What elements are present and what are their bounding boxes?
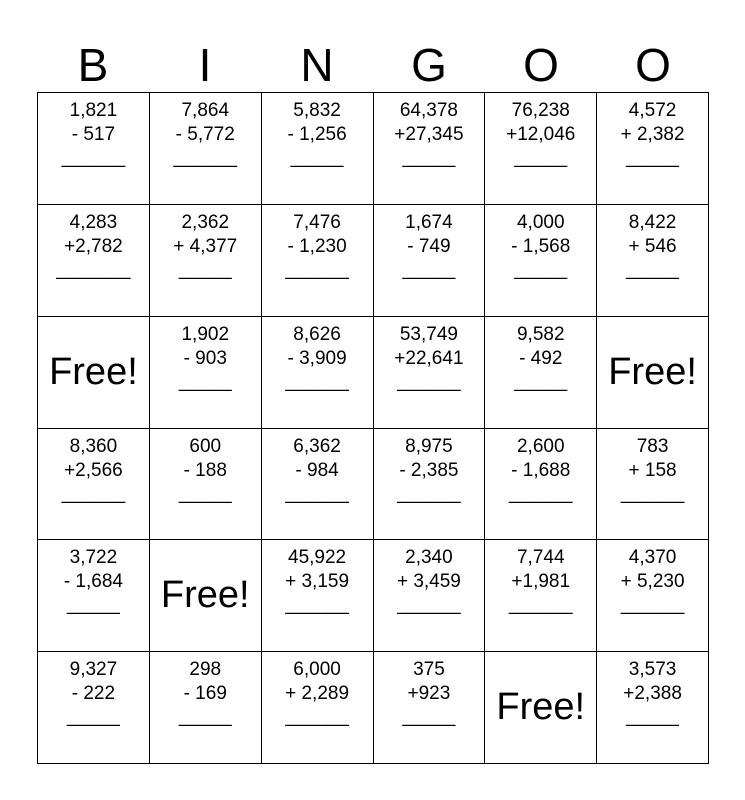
problem-cell	[374, 540, 486, 652]
operation: +2,388	[623, 683, 682, 705]
top-number: 6,000	[293, 659, 341, 681]
answer-blank: ______	[285, 594, 349, 616]
free-space	[485, 652, 597, 764]
problem-cell	[38, 93, 150, 205]
free-label: Free!	[49, 350, 138, 393]
answer-blank: _____	[402, 147, 456, 168]
answer-blank: ______	[285, 482, 349, 504]
operation: - 517	[71, 124, 116, 145]
problem-cell	[374, 205, 486, 317]
operation: +2,566	[64, 459, 123, 481]
answer-blank: _____	[626, 706, 679, 728]
operation: - 1,568	[511, 235, 571, 257]
free-space	[150, 540, 262, 652]
answer-blank: ______	[509, 594, 573, 616]
answer-blank: _____	[514, 370, 568, 392]
problem-cell	[38, 205, 150, 317]
problem-cell	[597, 540, 709, 652]
answer-blank: _____	[402, 258, 456, 280]
operation: - 749	[407, 235, 451, 257]
operation: + 2,289	[285, 683, 350, 705]
free-label: Free!	[608, 350, 697, 393]
header-letter-n: N	[300, 39, 334, 91]
top-number: 1,902	[181, 323, 230, 345]
operation: - 903	[183, 347, 227, 369]
free-space	[597, 317, 709, 429]
free-label: Free!	[160, 574, 250, 617]
answer-blank: _____	[178, 370, 232, 392]
top-number: 9,327	[69, 659, 118, 681]
operation: + 3,159	[285, 571, 350, 593]
operation: - 3,909	[287, 347, 347, 369]
top-number: 7,744	[516, 547, 565, 569]
top-number: 2,362	[181, 211, 230, 233]
top-number: 4,572	[628, 100, 677, 121]
problem-cell	[38, 652, 150, 764]
problem-cell	[485, 429, 597, 541]
operation: - 5,772	[175, 124, 235, 145]
operation: + 546	[628, 235, 677, 257]
problem-cell	[374, 93, 486, 205]
answer-blank: ______	[285, 258, 349, 280]
top-number: 5,832	[293, 100, 341, 121]
problem-cell	[262, 652, 374, 764]
problem-cell	[374, 429, 486, 541]
problem-cell	[150, 205, 262, 317]
top-number: 8,422	[628, 211, 677, 233]
top-number: 4,000	[516, 211, 565, 233]
answer-blank: _____	[178, 258, 232, 280]
top-number: 2,600	[516, 435, 565, 457]
problem-cell	[262, 205, 374, 317]
problem-cell	[262, 429, 374, 541]
operation: - 188	[183, 459, 227, 481]
problem-cell	[38, 429, 150, 541]
operation: +22,641	[394, 347, 464, 369]
answer-blank: ______	[397, 370, 461, 392]
header-letter-i: I	[198, 39, 212, 91]
top-number: 8,360	[69, 435, 118, 457]
problem-cell	[262, 317, 374, 429]
problem-cell	[374, 317, 486, 429]
answer-blank: _____	[626, 147, 679, 168]
header-letter-b: B	[77, 39, 109, 91]
top-number: 298	[189, 659, 222, 681]
operation: - 492	[519, 347, 563, 369]
top-number: 45,922	[288, 547, 347, 569]
free-label: Free!	[496, 686, 586, 729]
top-number: 9,582	[516, 323, 565, 345]
top-number: 8,626	[293, 323, 341, 345]
operation: - 2,385	[399, 459, 459, 481]
problem-cell	[597, 205, 709, 317]
answer-blank: _____	[178, 482, 232, 504]
top-number: 783	[636, 435, 669, 457]
bingo-board	[37, 92, 709, 764]
problem-cell	[597, 93, 709, 205]
operation: - 169	[183, 683, 227, 705]
problem-cell	[485, 205, 597, 317]
operation: + 4,377	[173, 235, 238, 257]
top-number: 76,238	[511, 100, 570, 121]
top-number: 53,749	[399, 323, 458, 345]
operation: + 5,230	[620, 571, 685, 593]
top-number: 7,476	[293, 211, 341, 233]
operation: + 158	[628, 459, 677, 481]
header-letter-o: O	[523, 39, 559, 91]
top-number: 4,283	[69, 211, 118, 233]
operation: +27,345	[394, 124, 464, 145]
answer-blank: ______	[285, 706, 349, 728]
bingo-header	[37, 38, 709, 92]
answer-blank: ______	[620, 594, 685, 616]
answer-blank: _____	[66, 706, 120, 728]
answer-blank: ______	[620, 482, 685, 504]
operation: - 1,256	[287, 124, 347, 145]
operation: - 984	[295, 459, 339, 481]
problem-cell	[485, 93, 597, 205]
answer-blank: _____	[66, 594, 120, 616]
operation: - 222	[71, 683, 116, 705]
problem-cell	[150, 93, 262, 205]
problem-cell	[150, 317, 262, 429]
operation: + 2,382	[620, 124, 685, 145]
answer-blank: _______	[56, 258, 131, 280]
answer-blank: _____	[626, 258, 679, 280]
operation: - 1,230	[287, 235, 347, 257]
answer-blank: _____	[290, 147, 344, 168]
operation: + 3,459	[396, 571, 461, 593]
problem-cell	[150, 429, 262, 541]
header-letter-g: G	[411, 39, 447, 91]
problem-cell	[597, 652, 709, 764]
answer-blank: _____	[514, 258, 568, 280]
answer-blank: ______	[61, 482, 126, 504]
top-number: 3,722	[69, 547, 118, 569]
top-number: 64,378	[399, 100, 458, 121]
operation: +2,782	[64, 235, 123, 257]
top-number: 1,821	[69, 100, 118, 121]
problem-cell	[262, 540, 374, 652]
answer-blank: _____	[514, 147, 568, 168]
answer-blank: ______	[509, 482, 573, 504]
problem-cell	[374, 652, 486, 764]
top-number: 8,975	[405, 435, 453, 457]
answer-blank: _____	[402, 706, 456, 728]
answer-blank: ______	[285, 370, 349, 392]
header-letter-o: O	[635, 39, 671, 91]
operation: +12,046	[506, 124, 576, 145]
problem-cell	[38, 540, 150, 652]
top-number: 7,864	[181, 100, 230, 121]
operation: +923	[407, 683, 451, 705]
problem-cell	[485, 317, 597, 429]
operation: +1,981	[511, 571, 571, 593]
answer-blank: ______	[173, 147, 237, 168]
operation: - 1,684	[63, 571, 123, 593]
answer-blank: ______	[397, 482, 461, 504]
answer-blank: ______	[61, 147, 126, 168]
problem-cell	[150, 652, 262, 764]
free-space	[38, 317, 150, 429]
top-number: 2,340	[405, 547, 453, 569]
top-number: 4,370	[628, 547, 677, 569]
problem-cell	[262, 93, 374, 205]
top-number: 3,573	[628, 659, 677, 681]
top-number: 1,674	[405, 211, 453, 233]
answer-blank: ______	[397, 594, 461, 616]
top-number: 6,362	[293, 435, 341, 457]
problem-cell	[485, 540, 597, 652]
top-number: 600	[189, 435, 222, 457]
operation: - 1,688	[511, 459, 571, 481]
top-number: 375	[413, 659, 445, 681]
problem-cell	[597, 429, 709, 541]
answer-blank: _____	[178, 706, 232, 728]
